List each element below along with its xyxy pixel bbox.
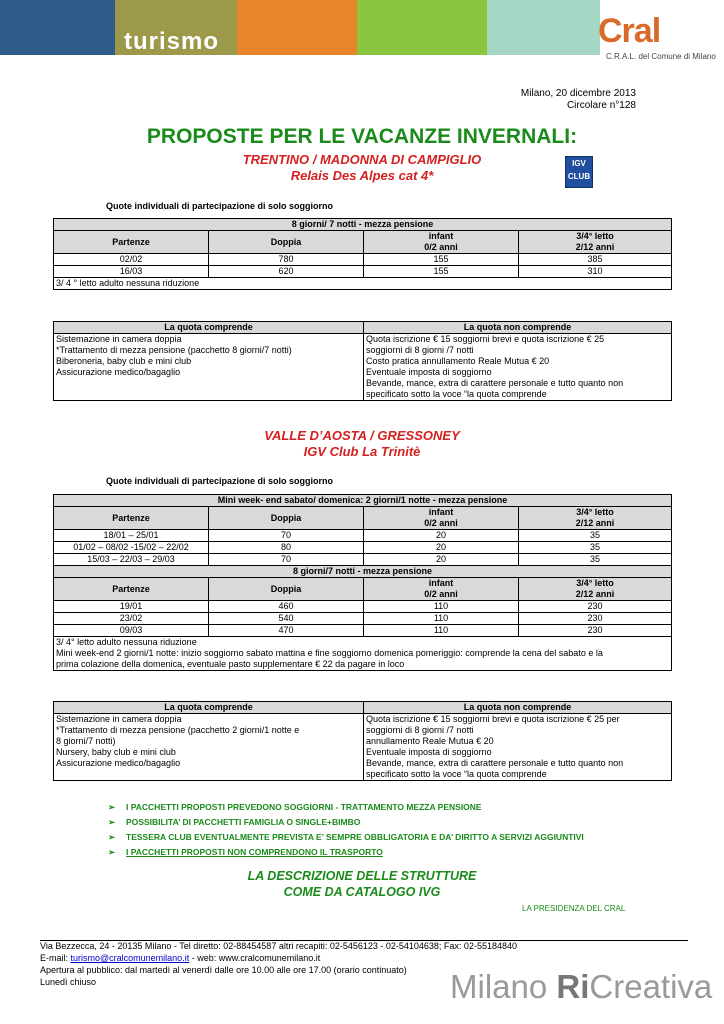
offer2-price-table: [53, 494, 672, 671]
col-header: Doppia: [209, 507, 364, 530]
excludes-list: Quota iscrizione € 15 soggiorni brevi e quota iscrizione € 25 per soggiorni di 8 giorni /7 notti annullamento Reale Mutua € 20 Eventuale imposta di soggiorno Bevande, mance, extra di carattere personale e tutto quanto non specificato sotto la voce “la quota comprende: [364, 714, 672, 781]
col-header: 3/4° letto 2/12 anni: [519, 231, 672, 254]
table-note: 3/ 4° letto adulto nessuna riduzione Mini week-end 2 giorni/1 notte: inizio soggiorno sabato mattina e fine soggiorno domenica pomeriggio: comprende la cena del sabato e la prima colazione della domenica, eventuale pasto supplementare € 22 da pagare in loco: [54, 637, 672, 671]
table-row: 01/02 – 08/02 -15/02 – 22/02 80 20 35: [54, 542, 672, 554]
list-item: ➢ I PACCHETTI PROPOSTI PREVEDONO SOGGIORNI - TRATTAMENTO MEZZA PENSIONE: [108, 800, 584, 815]
col-header: Doppia: [209, 231, 364, 254]
col-header: Partenze: [54, 231, 209, 254]
cral-logo-subtitle: C.R.A.L. del Comune di Milano: [606, 52, 716, 61]
includes-header: La quota comprende: [54, 702, 364, 714]
col-header: 3/4° letto 2/12 anni: [519, 578, 672, 601]
table-title: 8 giorni/ 7 notti - mezza pensione: [54, 219, 672, 231]
offer1-quote-label: Quote individuali di partecipazione di solo soggiorno: [106, 201, 334, 211]
description-line2: COME DA CATALOGO IVG: [283, 885, 441, 899]
table-title: Mini week- end sabato/ domenica: 2 giorni/1 notte - mezza pensione: [54, 495, 672, 507]
table-row: 16/03 620 155 310: [54, 266, 672, 278]
includes-header: La quota comprende: [54, 322, 364, 334]
header-band-green: [357, 0, 487, 55]
header-band-teal: [487, 0, 600, 55]
milano-ricreativa-logo: Milano RiCreativa: [450, 968, 713, 1005]
list-item: ➢ POSSIBILITA’ DI PACCHETTI FAMIGLIA O SINGLE+BIMBO: [108, 815, 584, 830]
excludes-header: La quota non comprende: [364, 702, 672, 714]
col-header: infant 0/2 anni: [364, 578, 519, 601]
header-band-orange: [237, 0, 357, 55]
list-item: ➢ TESSERA CLUB EVENTUALMENTE PREVISTA E’ SEMPRE OBBLIGATORIA E DA’ DIRITTO A SERVIZI AGGIUNTIVI: [108, 830, 584, 845]
includes-list: Sistemazione in camera doppia *Trattamento di mezza pensione (pacchetto 8 giorni/7 notti) Biberoneria, baby club e mini club Assicurazione medico/bagaglio: [54, 334, 364, 401]
excludes-header: La quota non comprende: [364, 322, 672, 334]
col-header: Doppia: [209, 578, 364, 601]
includes-list: Sistemazione in camera doppia *Trattamento di mezza pensione (pacchetto 2 giorni/1 notte e 8 giorni/7 notti) Nursery, baby club e mini club Assicurazione medico/bagaglio: [54, 714, 364, 781]
col-header: 3/4° letto 2/12 anni: [519, 507, 672, 530]
offer2-quote-label: Quote individuali di partecipazione di solo soggiorno: [106, 476, 334, 486]
offer1-price-table: [53, 218, 672, 290]
arrow-bullet-icon: ➢: [108, 817, 116, 827]
col-header: infant 0/2 anni: [364, 231, 519, 254]
signature: LA PRESIDENZA DEL CRAL: [522, 904, 626, 913]
offer2-destination: VALLE D’AOSTA / GRESSONEY: [264, 428, 460, 443]
description-line1: LA DESCRIZIONE DELLE STRUTTURE: [247, 869, 477, 883]
cral-logo: Cral: [598, 12, 661, 50]
col-header: infant 0/2 anni: [364, 507, 519, 530]
footer-hours: Apertura al pubblico: dal martedì al venerdì dalle ore 10.00 alle ore 17.00 (orario continuato): [40, 965, 407, 975]
footer-address: Via Bezzecca, 24 - 20135 Milano - Tel diretto: 02-88454587 altri recapiti: 02-5456123 - 02-54104638; Fax: 02-55184840: [40, 941, 517, 951]
table-row: 23/02 540 110 230: [54, 613, 672, 625]
header-band-blue: [0, 0, 115, 55]
list-item: ➢ I PACCHETTI PROPOSTI NON COMPRENDONO IL TRASPORTO: [108, 845, 584, 860]
table-note: 3/ 4 ° letto adulto nessuna riduzione: [54, 278, 672, 290]
excludes-list: Quota iscrizione € 15 soggiorni brevi e quota iscrizione € 25 soggiorni di 8 giorni /7 notti Costo pratica annullamento Reale Mutua € 20 Eventuale imposta di soggiorno Bevande, mance, extra di carattere personale e tutto quanto non specificato sotto la voce “la quota comprende: [364, 334, 672, 401]
document-date: Milano, 20 dicembre 2013: [520, 88, 636, 99]
section-title: turismo: [124, 28, 220, 55]
table-row: 15/03 – 22/03 – 29/03 70 20 35: [54, 554, 672, 566]
offer1-destination: TRENTINO / MADONNA DI CAMPIGLIO: [242, 152, 482, 167]
table-row: 09/03 470 110 230: [54, 625, 672, 637]
col-header: Partenze: [54, 507, 209, 530]
notes-list: [108, 800, 584, 860]
table-row: 19/01 460 110 230: [54, 601, 672, 613]
offer1-inclusions-table: [53, 321, 672, 401]
offer1-hotel: Relais Des Alpes cat 4*: [290, 168, 434, 183]
arrow-bullet-icon: ➢: [108, 802, 116, 812]
circular-number: Circolare n°128: [566, 100, 636, 111]
col-header: Partenze: [54, 578, 209, 601]
igv-club-logo: IGV CLUB: [565, 156, 593, 188]
arrow-bullet-icon: ➢: [108, 832, 116, 842]
page-title: PROPOSTE PER LE VACANZE INVERNALI:: [146, 125, 578, 148]
table-row: 18/01 – 25/01 70 20 35: [54, 530, 672, 542]
offer2-hotel: IGV Club La Trinitè: [303, 444, 421, 459]
footer-closed: Lunedì chiuso: [40, 977, 97, 987]
offer2-inclusions-table: [53, 701, 672, 781]
table-title: 8 giorni/7 notti - mezza pensione: [54, 566, 672, 578]
email-link[interactable]: turismo@cralcomunemilano.it: [70, 953, 190, 963]
table-row: 02/02 780 155 385: [54, 254, 672, 266]
footer-contacts: E-mail: turismo@cralcomunemilano.it - web: www.cralcomunemilano.it: [40, 953, 321, 963]
arrow-bullet-icon: ➢: [108, 847, 116, 857]
